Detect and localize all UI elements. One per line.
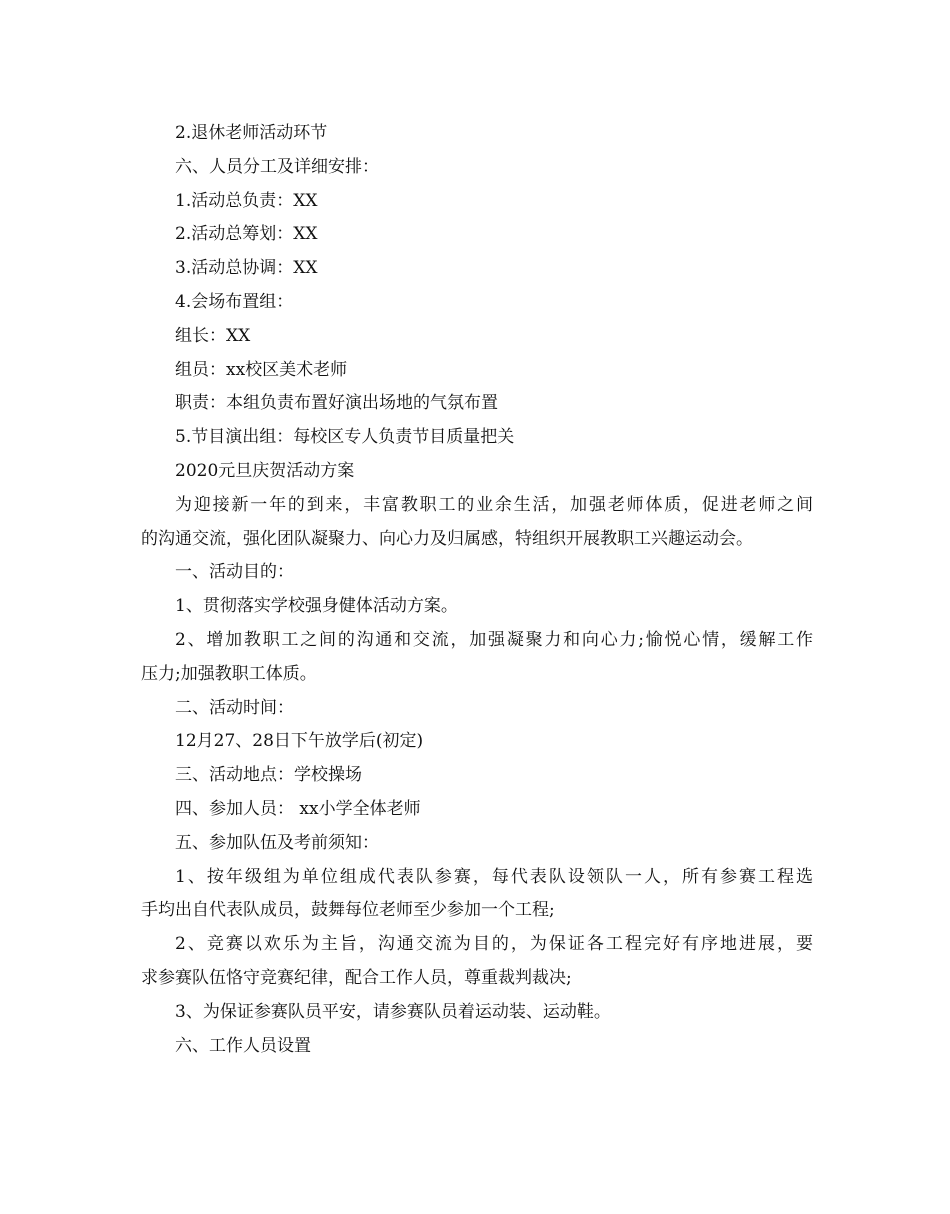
paragraph-line: 2、竞赛以欢乐为主旨，沟通交流为目的，为保证各工程完好有序地进展，要 <box>175 934 813 955</box>
text-line: 3.活动总协调：XX <box>175 258 318 279</box>
paragraph-line: 2、增加教职工之间的沟通和交流，加强凝聚力和向心力;愉悦心情，缓解工作 <box>175 629 813 650</box>
text-line: 1.活动总负责：XX <box>175 190 318 211</box>
text-line: 职责：本组负责布置好演出场地的气氛布置 <box>175 393 498 414</box>
section-heading: 二、活动时间： <box>175 697 294 718</box>
text-line: 12月27、28日下午放学后(初定) <box>175 731 424 752</box>
paragraph-line: 为迎接新一年的到来，丰富教职工的业余生活，加强老师体质，促进老师之间 <box>175 494 813 515</box>
text-line: 2.退休老师活动环节 <box>175 123 328 143</box>
section-heading: 四、参加人员： xx小学全体老师 <box>175 798 421 819</box>
paragraph-line: 1、按年级组为单位组成代表队参赛，每代表队设领队一人，所有参赛工程选 <box>175 866 813 887</box>
text-line: 组长：XX <box>175 325 251 346</box>
document-title: 2020元旦庆贺活动方案 <box>175 460 355 481</box>
text-line: 组员：xx校区美术老师 <box>175 359 348 380</box>
section-heading: 三、活动地点：学校操场 <box>175 765 362 786</box>
text-line: 5.节目演出组：每校区专人负责节目质量把关 <box>175 427 515 448</box>
paragraph-line: 压力;加强教职工体质。 <box>141 663 317 684</box>
text-line: 2.活动总筹划：XX <box>175 224 318 245</box>
section-heading: 五、参加队伍及考前须知： <box>175 832 379 853</box>
paragraph-line: 求参赛队伍恪守竞赛纪律，配合工作人员，尊重裁判裁决; <box>141 967 572 988</box>
document-body <box>141 117 813 1063</box>
text-line: 3、为保证参赛队员平安，请参赛队员着运动装、运动鞋。 <box>175 1001 611 1022</box>
paragraph-line: 的沟通交流，强化团队凝聚力、向心力及归属感，特组织开展教职工兴趣运动会。 <box>141 528 753 549</box>
section-heading: 六、人员分工及详细安排： <box>175 156 379 177</box>
text-line: 1、贯彻落实学校强身健体活动方案。 <box>175 596 458 617</box>
text-line: 4.会场布置组： <box>175 291 294 312</box>
section-heading: 一、活动目的： <box>175 562 294 583</box>
section-heading: 六、工作人员设置 <box>175 1035 311 1056</box>
paragraph-line: 手均出自代表队成员，鼓舞每位老师至少参加一个工程; <box>141 900 555 921</box>
